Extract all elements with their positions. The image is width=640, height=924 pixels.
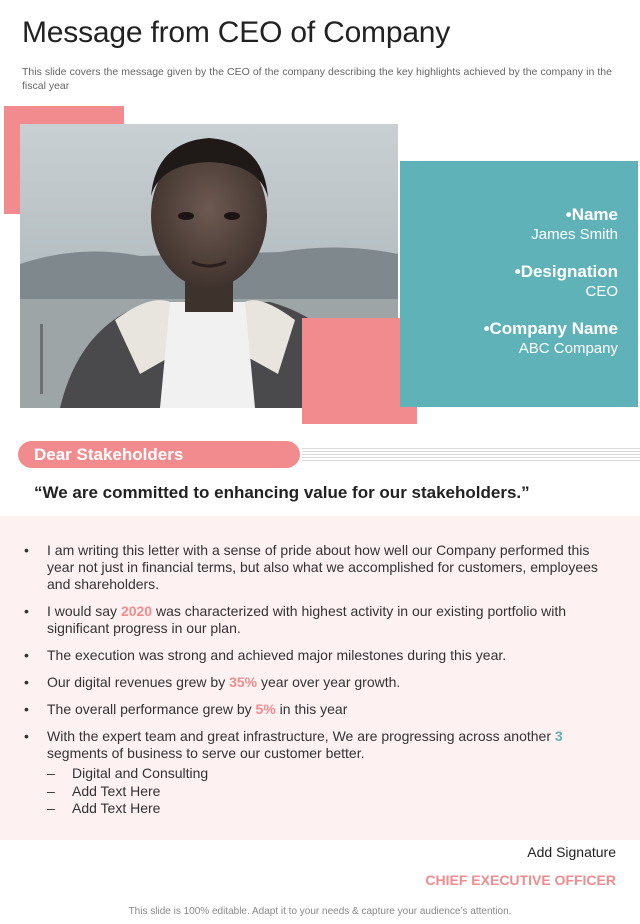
bullet-icon: • [24, 701, 29, 717]
bullet-icon: • [24, 728, 29, 744]
item-text: The execution was strong and achieved major milestones during this year. [47, 647, 507, 663]
highlight-year: 2020 [120, 603, 153, 619]
bullet-icon: • [565, 205, 572, 224]
item-text: was characterized with highest activity in our existing portfolio with significant progress in our plan. [47, 603, 567, 636]
signoff-role: CHIEF EXECUTIVE OFFICER [425, 872, 616, 888]
bullet-icon: • [24, 603, 29, 619]
list-item [24, 647, 610, 664]
company-value: ABC Company [518, 340, 618, 357]
item-text: With the expert team and great infrastructure, We are progressing across another [47, 728, 555, 744]
item-text: I would say [47, 603, 121, 619]
decorative-lines [302, 448, 640, 462]
item-text: I am writing this letter with a sense of pride about how well our Company performed this year not just in financial terms, but also what we accomplished for customers, employees and shareholders. [47, 542, 598, 592]
sub-item-text: Digital and Consulting [72, 765, 209, 781]
dash-icon: – [47, 800, 55, 816]
highlight-revenue-growth: 35% [229, 674, 258, 690]
bullet-icon: • [24, 647, 29, 663]
sub-item-text: Add Text Here [72, 782, 161, 799]
highlight-performance-growth: 5% [255, 701, 276, 717]
item-text: The overall performance grew by [47, 701, 256, 717]
designation-label: Designation [520, 262, 618, 281]
letter-body [0, 516, 640, 840]
list-item [24, 728, 610, 818]
company-label: Company Name [489, 319, 618, 338]
dash-icon: – [47, 765, 55, 781]
designation-value: CEO [585, 283, 618, 300]
page-title: Message from CEO of Company [22, 16, 451, 49]
item-text: in this year [275, 701, 348, 717]
letter-list [24, 542, 610, 818]
list-item [24, 603, 610, 637]
info-company [400, 319, 618, 358]
segments-sublist [47, 765, 610, 818]
item-text: segments of business to serve our customer better. [47, 745, 365, 761]
name-value: James Smith [531, 226, 618, 243]
list-item [24, 674, 610, 691]
letter-heading: Dear Stakeholders [18, 441, 300, 468]
bullet-icon: • [24, 674, 29, 690]
dash-icon: – [47, 782, 55, 799]
footer-note: This slide is 100% editable. Adapt it to your needs & capture your audience’s attention. [128, 906, 512, 917]
bullet-icon: • [514, 262, 521, 281]
list-item [24, 701, 610, 718]
sub-item-text: Add Text Here [72, 800, 161, 816]
list-item [24, 542, 610, 593]
page-subtitle: This slide covers the message given by the CEO of the company describing the key highlights achieved by the company in the fiscal year [22, 66, 612, 92]
info-designation [400, 262, 618, 301]
bullet-icon: • [483, 319, 490, 338]
item-text: Our digital revenues grew by [47, 674, 230, 690]
highlight-segments: 3 [554, 728, 563, 744]
ceo-info-panel [400, 161, 638, 407]
item-text: year over year growth. [257, 674, 401, 690]
letter-quote: “We are committed to enhancing value for our stakeholders.” [34, 483, 530, 502]
sub-list-item [47, 800, 610, 818]
name-label: Name [571, 205, 618, 224]
signature-placeholder[interactable]: Add Signature [527, 844, 616, 860]
sub-list-item [47, 783, 610, 801]
bullet-icon: • [24, 542, 29, 558]
sub-list-item [47, 765, 610, 783]
info-name [400, 205, 618, 244]
